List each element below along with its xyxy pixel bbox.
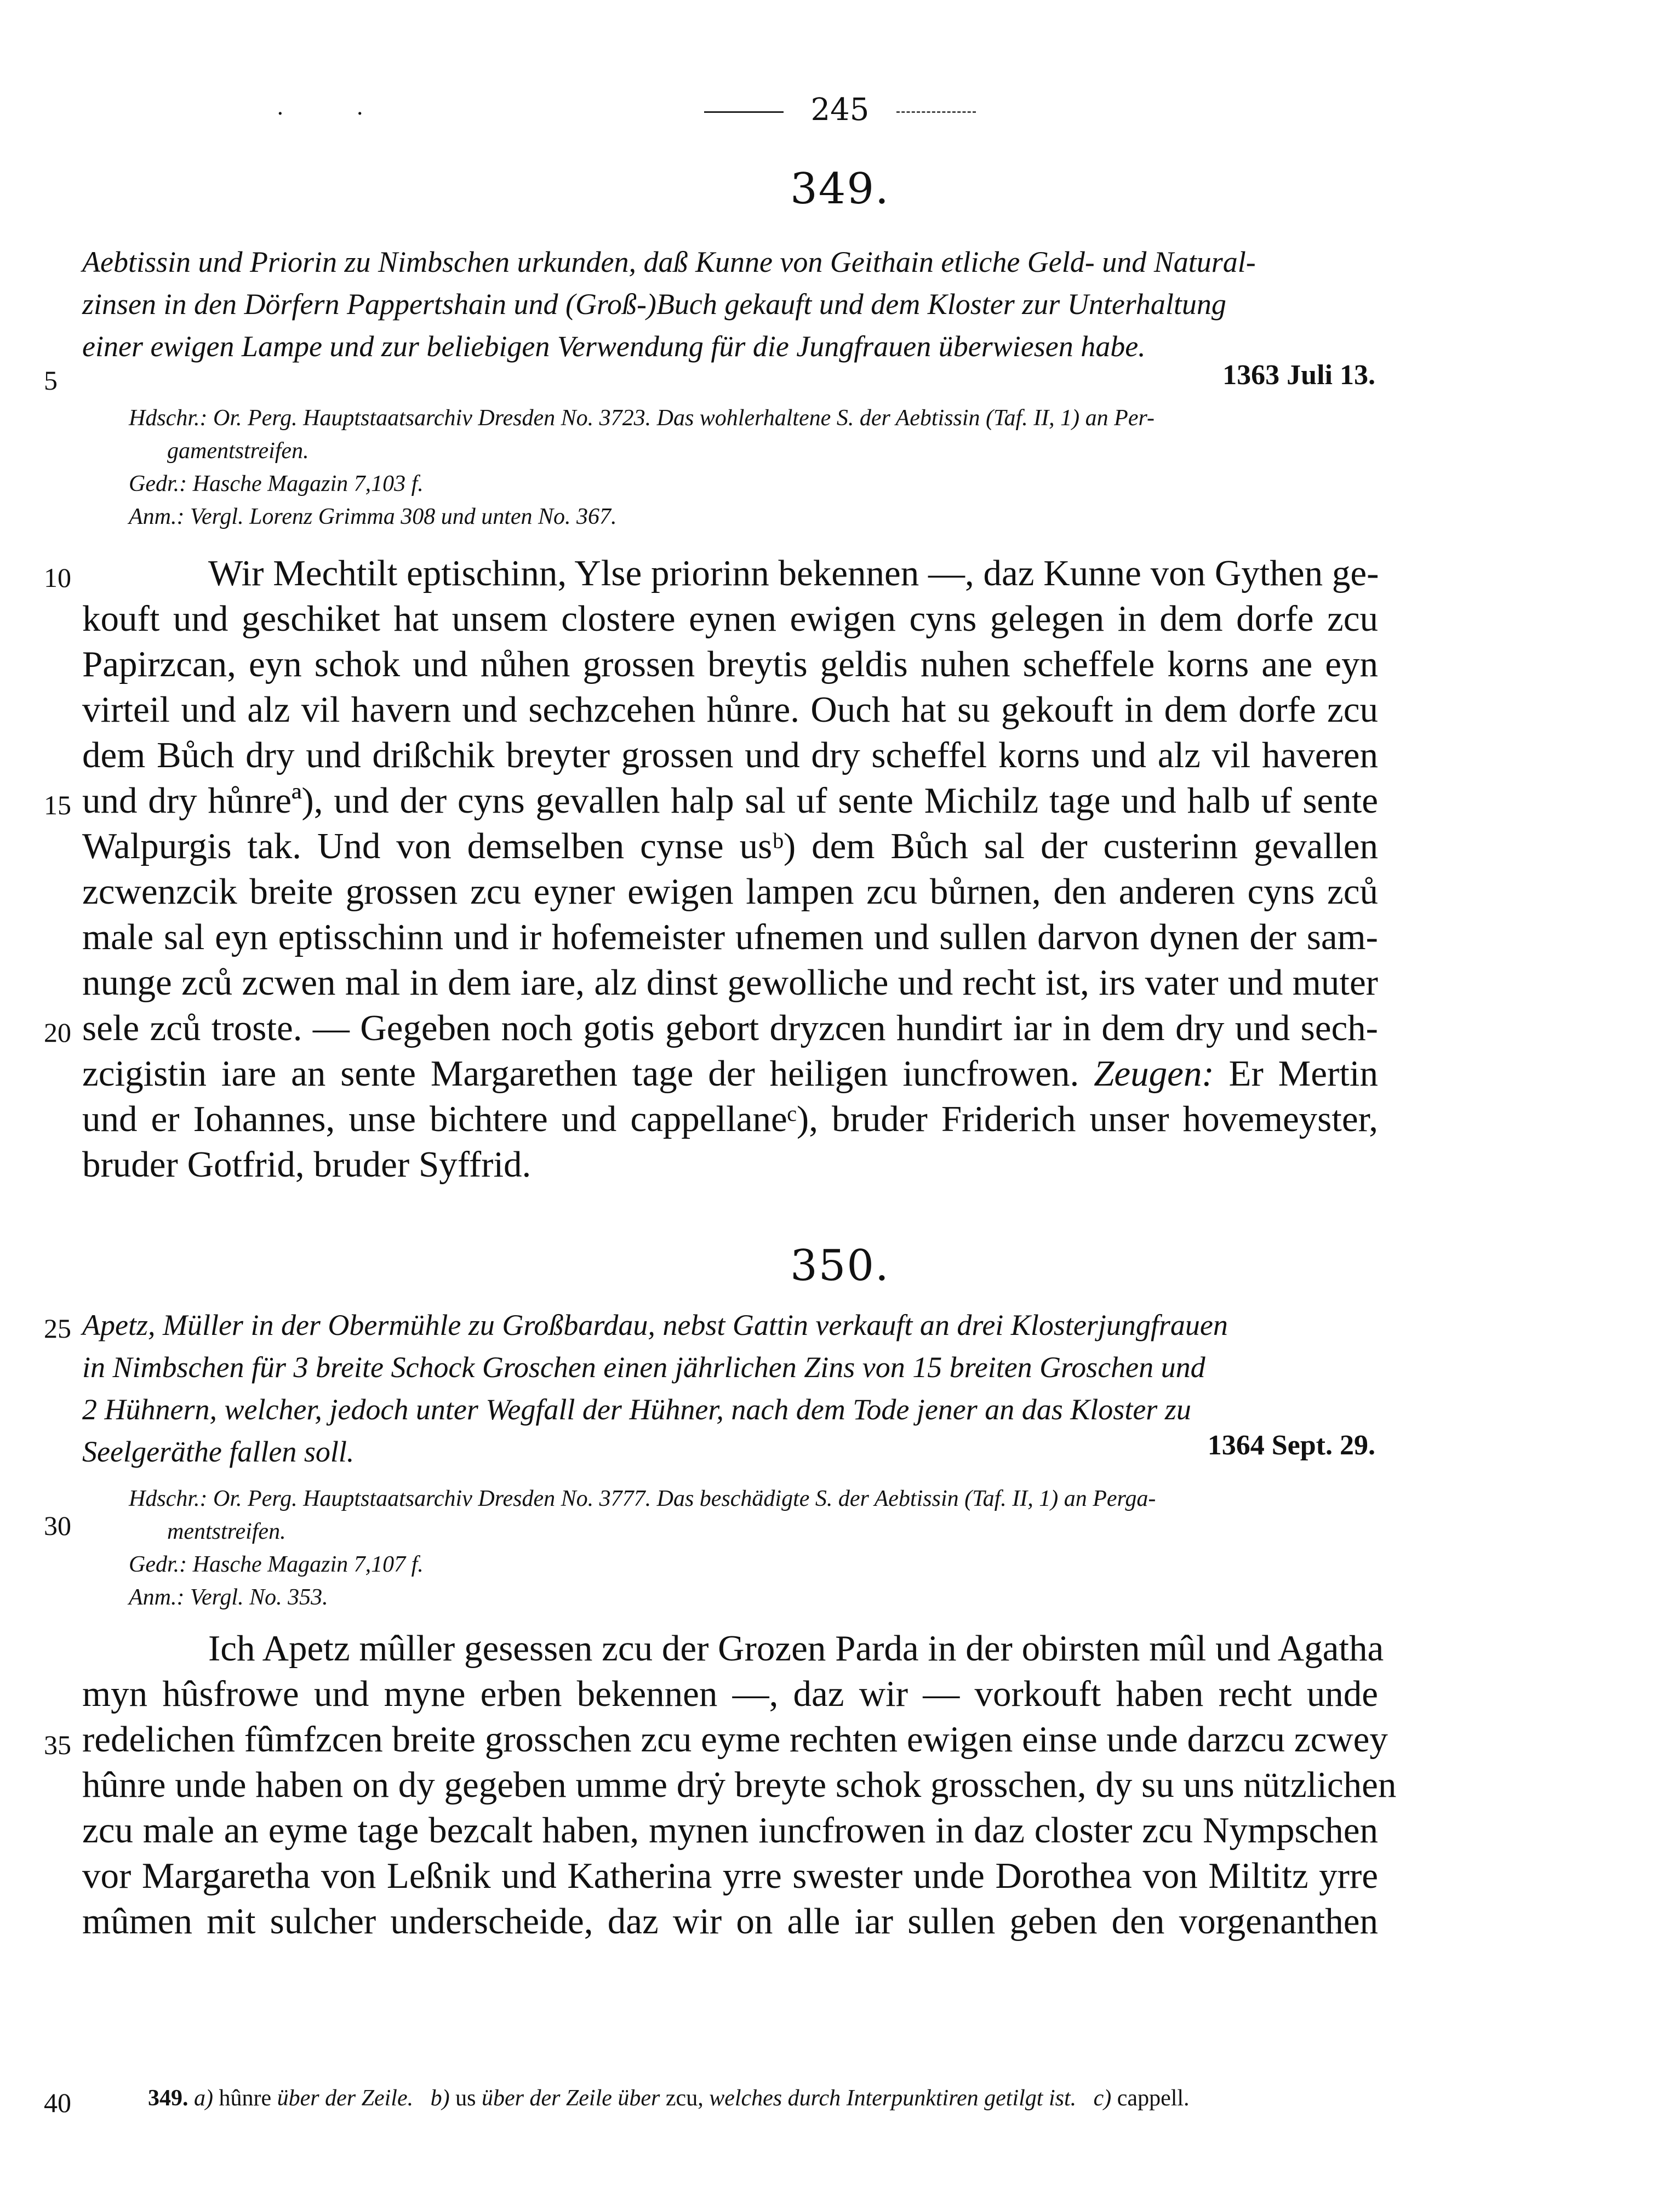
text-line: dem Bůch dry und drißchik breyter grossen und dry scheffel korns und alz vil haveren [82, 735, 1378, 775]
doc-350-notes [129, 1482, 1378, 1614]
text-line: und dry hůnreª), und der cyns gevallen halp sal uf sente Michilz tage und halb uf sente [82, 780, 1378, 821]
text-line: redelichen fûmfzcen breite grosschen zcu eyme rechten ewigen einse unde darzcu zcwey [82, 1719, 1388, 1760]
footnote-ref: 349. [148, 2086, 188, 2111]
note-line: gamentstreifen. [167, 438, 309, 464]
doc-349-notes [129, 402, 1378, 533]
page-number: 245 [810, 92, 870, 128]
running-head [0, 92, 1680, 128]
line-number: 40 [44, 2087, 71, 2118]
header-rule-right [896, 111, 976, 113]
note-line: Anm.: Vergl. Lorenz Grimma 308 und unten No. 367. [129, 504, 617, 529]
footnote-label: b) [430, 2086, 450, 2111]
header-rule-left [704, 111, 784, 113]
line-number: 25 [44, 1313, 71, 1344]
text-line: male sal eyn eptisschinn und ir hofemeister ufnemen und sullen darvon dynen der sam- [82, 917, 1378, 957]
regest-line: in Nimbschen für 3 breite Schock Groschen einen jährlichen Zins von 15 breiten Groschen und [82, 1351, 1205, 1384]
text-line: Ich Apetz mûller gesessen zcu der Grozen Parda in der obirsten mûl und Agatha [208, 1628, 1384, 1669]
footnote-note: welches durch Interpunktiren getilgt ist. [709, 2086, 1077, 2111]
doc-349-date: 1363 Juli 13. [1222, 359, 1375, 391]
line-number: 35 [44, 1729, 71, 1760]
text-segment: Er Mertin [1214, 1053, 1379, 1094]
note-line: Gedr.: Hasche Magazin 7,103 f. [129, 471, 424, 496]
text-line: virteil und alz vil havern und sechzcehen hůnre. Ouch hat su gekouft in dem dorfe zcu [82, 689, 1378, 730]
line-number: 10 [44, 562, 71, 593]
regest-line: Aebtissin und Priorin zu Nimbschen urkunden, daß Kunne von Geithain etliche Geld- und Natural- [82, 246, 1256, 278]
note-line: Hdschr.: Or. Perg. Hauptstaatsarchiv Dresden No. 3777. Das beschädigte S. der Aebtissin (Taf. II, 1) an Perga- [129, 1486, 1156, 1511]
text-line [82, 1051, 1378, 1097]
text-line: sele zců troste. — Gegeben noch gotis gebort dryzcen hundirt iar in dem dry und sech- [82, 1008, 1378, 1048]
doc-349-number: 349. [790, 164, 890, 214]
line-number: 5 [44, 365, 58, 396]
text-line: mûmen mit sulcher underscheide, daz wir on alle iar sullen geben den vorgenanthen [82, 1901, 1378, 1942]
regest-line: 2 Hühnern, welcher, jedoch unter Wegfall der Hühner, nach dem Tode jener an das Kloster zu [82, 1393, 1191, 1426]
doc-350-date: 1364 Sept. 29. [1207, 1430, 1375, 1461]
doc-350-number: 350. [790, 1241, 890, 1291]
note-line: Hdschr.: Or. Perg. Hauptstaatsarchiv Dresden No. 3723. Das wohlerhaltene S. der Aebtissin (Taf. II, 1) an Per- [129, 406, 1155, 431]
text-line: kouft und geschiket hat unsem clostere eynen ewigen cyns gelegen in dem dorfe zcu [82, 598, 1378, 639]
text-line: und er Iohannes, unse bichtere und cappellaneᶜ), bruder Friderich unser hovemeyster, [82, 1099, 1378, 1139]
text-line: nunge zců zcwen mal in dem iare, alz dinst gewolliche und recht ist, irs vater und muter [82, 962, 1378, 1003]
doc-350-text [82, 1626, 1397, 1944]
footnote-note: über der Zeile über [481, 2086, 660, 2111]
print-specks: · · [277, 101, 397, 127]
text-line: zcu male an eyme tage bezcalt haben, mynen iuncfrowen in daz closter zcu Nympschen [82, 1810, 1378, 1851]
note-line: Gedr.: Hasche Magazin 7,107 f. [129, 1552, 424, 1577]
text-line: bruder Gotfrid, bruder Syffrid. [82, 1144, 532, 1185]
doc-350-regest [82, 1304, 1375, 1473]
footnote-text: hûnre [219, 2086, 272, 2111]
line-number: 30 [44, 1510, 71, 1541]
text-segment: zcigistin iare an sente Margarethen tage der heiligen iuncfrowen. [82, 1053, 1079, 1094]
note-line: mentstreifen. [167, 1519, 286, 1544]
note-line: Anm.: Vergl. No. 353. [129, 1585, 328, 1610]
footnote-label: a) [194, 2086, 213, 2111]
doc-349-text [82, 551, 1378, 1188]
footnote-note: über der Zeile. [277, 2086, 414, 2111]
witnesses-label: Zeugen: [1094, 1053, 1214, 1094]
footnote-text: cappell. [1117, 2086, 1190, 2111]
text-line: myn hûsfrowe und myne erben bekennen —, daz wir — vorkouft haben recht unde [82, 1674, 1378, 1714]
text-line: zcwenzcik breite grossen zcu eyner ewigen lampen zcu bůrnen, den anderen cyns zců [82, 871, 1378, 912]
regest-line: zinsen in den Dörfern Pappertshain und (Groß-)Buch gekauft und dem Kloster zur Unterhaltung [82, 288, 1226, 321]
text-line: Walpurgis tak. Und von demselben cynse usᵇ) dem Bůch sal der custerinn gevallen [82, 826, 1378, 866]
text-line: Papirzcan, eyn schok und nůhen grossen breytis geldis nuhen scheffele korns ane eyn [82, 644, 1378, 684]
doc-349-regest [82, 241, 1375, 368]
regest-line: Seelgeräthe fallen soll. [82, 1435, 355, 1468]
footnote-label: c) [1093, 2086, 1112, 2111]
regest-line: einer ewigen Lampe und zur beliebigen Verwendung für die Jungfrauen überwiesen habe. [82, 330, 1146, 363]
text-line: hûnre unde haben on dy gegeben umme drẏ breyte schok grosschen, dy su uns nützlichen [82, 1765, 1397, 1805]
footnote-text: zcu, [665, 2086, 704, 2111]
text-line: Wir Mechtilt eptischinn, Ylse priorinn bekennen —, daz Kunne von Gythen ge- [208, 553, 1379, 593]
footnote-text: us [455, 2086, 476, 2111]
footnotes [148, 2085, 1381, 2111]
line-number: 15 [44, 790, 71, 820]
text-line: vor Margaretha von Leßnik und Katherina yrre swester unde Dorothea von Miltitz yrre [82, 1856, 1378, 1896]
line-number: 20 [44, 1017, 71, 1048]
regest-line: Apetz, Müller in der Obermühle zu Großbardau, nebst Gattin verkauft an drei Klosterjungfrauen [82, 1309, 1228, 1341]
